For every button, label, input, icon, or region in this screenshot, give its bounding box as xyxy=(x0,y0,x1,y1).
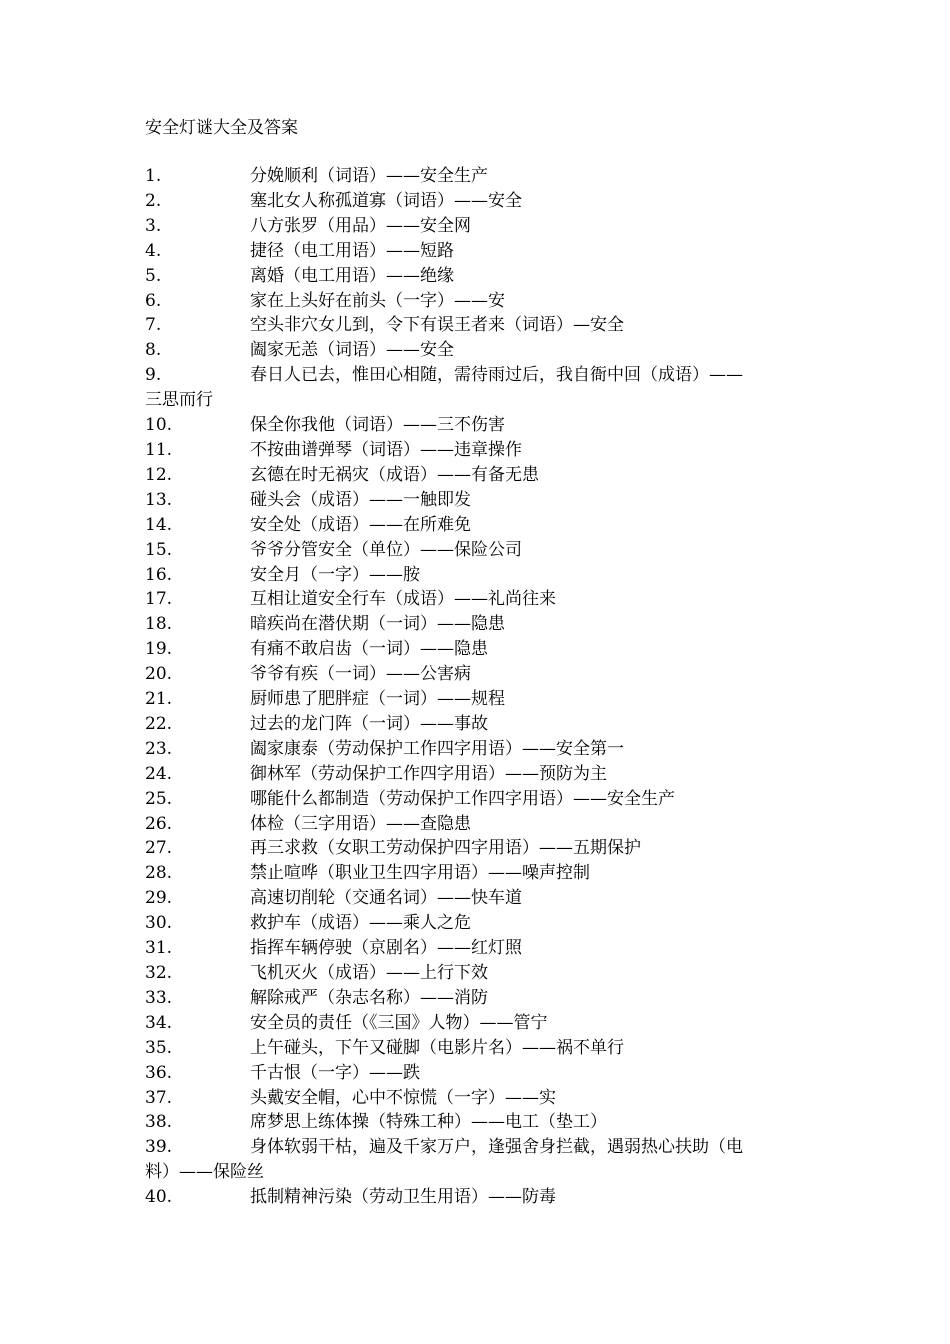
riddle-line xyxy=(145,1011,810,1036)
riddle-number: 5. xyxy=(145,265,162,286)
riddle-text: 爷爷有疾（一词）——公害病 xyxy=(250,664,471,685)
riddle-line xyxy=(145,1086,810,1111)
riddle-text: 春日人已去，惟田心相随，需待雨过后，我自衙中回（成语）—— xyxy=(250,365,743,386)
riddle-item xyxy=(145,712,810,737)
riddle-list xyxy=(145,164,810,1210)
riddle-item xyxy=(145,737,810,762)
riddle-text: 头戴安全帽，心中不惊慌（一字）——实 xyxy=(250,1087,556,1108)
riddle-text: 解除戒严（杂志名称）——消防 xyxy=(250,987,488,1008)
riddle-line xyxy=(145,637,810,662)
riddle-number: 25. xyxy=(145,788,173,809)
riddle-item xyxy=(145,563,810,588)
riddle-continuation: 料）——保险丝 xyxy=(145,1162,264,1183)
riddle-line xyxy=(145,836,810,861)
riddle-text: 捷径（电工用语）——短路 xyxy=(250,240,454,261)
riddle-line xyxy=(145,911,810,936)
riddle-text: 抵制精神污染（劳动卫生用语）——防毒 xyxy=(250,1187,556,1208)
riddle-number: 36. xyxy=(145,1062,173,1083)
riddle-text: 御林军（劳动保护工作四字用语）——预防为主 xyxy=(250,763,607,784)
riddle-line xyxy=(145,687,810,712)
riddle-text: 哪能什么都制造（劳动保护工作四字用语）——安全生产 xyxy=(250,788,675,809)
riddle-item xyxy=(145,538,810,563)
riddle-line xyxy=(145,1036,810,1061)
riddle-item xyxy=(145,812,810,837)
riddle-number: 10. xyxy=(145,415,173,436)
riddle-item xyxy=(145,612,810,637)
riddle-item xyxy=(145,787,810,812)
riddle-number: 32. xyxy=(145,963,173,983)
riddle-line xyxy=(145,538,810,563)
riddle-line xyxy=(145,886,810,911)
riddle-line xyxy=(145,961,810,986)
riddle-text: 再三求救（女职工劳动保护四字用语）——五期保护 xyxy=(250,838,641,859)
riddle-line xyxy=(145,762,810,787)
riddle-number: 9. xyxy=(145,365,162,386)
riddle-line xyxy=(145,812,810,837)
riddle-number: 21. xyxy=(145,689,173,710)
riddle-line xyxy=(145,587,810,612)
riddle-text: 有痛不敢启齿（一词）——隐患 xyxy=(250,639,488,660)
riddle-text: 体检（三字用语）——查隐患 xyxy=(250,813,471,834)
riddle-item xyxy=(145,264,810,289)
riddle-text: 过去的龙门阵（一词）——事故 xyxy=(250,713,488,734)
riddle-item xyxy=(145,189,810,214)
riddle-text: 玄德在时无祸灾（成语）——有备无患 xyxy=(250,464,539,485)
riddle-text: 安全处（成语）——在所难免 xyxy=(250,514,471,535)
riddle-number: 18. xyxy=(145,614,173,635)
riddle-item xyxy=(145,488,810,513)
riddle-text: 互相让道安全行车（成语）——礼尚往来 xyxy=(250,589,556,610)
riddle-number: 39. xyxy=(145,1137,173,1158)
riddle-item xyxy=(145,214,810,239)
riddle-item xyxy=(145,1135,810,1185)
riddle-number: 34. xyxy=(145,1012,173,1033)
riddle-text: 碰头会（成语）——一触即发 xyxy=(250,489,471,510)
riddle-item xyxy=(145,338,810,363)
riddle-number: 8. xyxy=(145,340,162,361)
riddle-number: 40. xyxy=(145,1187,173,1208)
riddle-line xyxy=(145,787,810,812)
riddle-item xyxy=(145,861,810,886)
riddle-number: 30. xyxy=(145,913,173,934)
riddle-number: 28. xyxy=(145,863,173,884)
riddle-number: 4. xyxy=(145,240,162,261)
riddle-line xyxy=(145,861,810,886)
riddle-item xyxy=(145,587,810,612)
riddle-text: 塞北女人称孤道寡（词语）——安全 xyxy=(250,190,522,211)
riddle-text: 厨师患了肥胖症（一词）——规程 xyxy=(250,689,505,710)
riddle-item xyxy=(145,1036,810,1061)
riddle-item xyxy=(145,1185,810,1210)
riddle-line xyxy=(145,1110,810,1135)
riddle-item xyxy=(145,637,810,662)
riddle-line xyxy=(145,189,810,214)
riddle-number: 24. xyxy=(145,763,173,784)
riddle-number: 27. xyxy=(145,838,173,859)
riddle-item xyxy=(145,463,810,488)
riddle-text: 上午碰头，下午又碰脚（电影片名）——祸不单行 xyxy=(250,1037,624,1058)
riddle-item xyxy=(145,513,810,538)
riddle-text: 安全月（一字）——胺 xyxy=(250,564,420,585)
riddle-number: 12. xyxy=(145,464,173,485)
riddle-number: 37. xyxy=(145,1087,173,1108)
riddle-text: 飞机灭火（成语）——上行下效 xyxy=(250,963,488,983)
riddle-number: 16. xyxy=(145,564,173,585)
riddle-line xyxy=(145,164,810,189)
riddle-item xyxy=(145,836,810,861)
riddle-number: 2. xyxy=(145,190,162,211)
riddle-text: 家在上头好在前头（一字）——安 xyxy=(250,290,505,311)
riddle-text: 身体软弱干枯，遍及千家万户，逢强舍身拦截，遇弱热心扶助（电 xyxy=(250,1137,743,1158)
riddle-line xyxy=(145,513,810,538)
riddle-text: 禁止喧哗（职业卫生四字用语）——噪声控制 xyxy=(250,863,590,884)
riddle-text: 爷爷分管安全（单位）——保险公司 xyxy=(250,539,522,560)
riddle-line xyxy=(145,488,810,513)
riddle-line xyxy=(145,662,810,687)
riddle-number: 29. xyxy=(145,888,173,909)
riddle-item xyxy=(145,1011,810,1036)
riddle-number: 22. xyxy=(145,713,173,734)
riddle-line xyxy=(145,264,810,289)
riddle-number: 38. xyxy=(145,1112,173,1133)
riddle-number: 1. xyxy=(145,166,162,186)
riddle-text: 千古恨（一字）——跌 xyxy=(250,1062,420,1083)
riddle-line xyxy=(145,413,810,438)
riddle-item xyxy=(145,662,810,687)
riddle-line xyxy=(145,363,810,388)
riddle-number: 33. xyxy=(145,987,173,1008)
riddle-item xyxy=(145,313,810,338)
document-title: 安全灯谜大全及答案 xyxy=(145,118,298,138)
riddle-item xyxy=(145,239,810,264)
riddle-item xyxy=(145,886,810,911)
riddle-item xyxy=(145,687,810,712)
riddle-line xyxy=(145,438,810,463)
riddle-item xyxy=(145,762,810,787)
riddle-number: 23. xyxy=(145,738,173,759)
riddle-text: 不按曲谱弹琴（词语）——违章操作 xyxy=(250,439,522,460)
riddle-item xyxy=(145,1110,810,1135)
riddle-line xyxy=(145,338,810,363)
riddle-line xyxy=(145,1185,810,1210)
riddle-item xyxy=(145,1061,810,1086)
riddle-number: 6. xyxy=(145,290,162,311)
riddle-text: 安全员的责任（《三国》人物）——管宁 xyxy=(250,1012,548,1033)
riddle-line xyxy=(145,239,810,264)
riddle-text: 指挥车辆停驶（京剧名）——红灯照 xyxy=(250,938,522,959)
riddle-line xyxy=(145,936,810,961)
riddle-line xyxy=(145,563,810,588)
riddle-text: 席梦思上练体操（特殊工种）——电工（垫工） xyxy=(250,1112,607,1133)
riddle-item xyxy=(145,1086,810,1111)
riddle-line xyxy=(145,214,810,239)
riddle-line xyxy=(145,712,810,737)
riddle-number: 17. xyxy=(145,589,173,610)
riddle-line xyxy=(145,986,810,1011)
riddle-item xyxy=(145,164,810,189)
riddle-item xyxy=(145,936,810,961)
riddle-item xyxy=(145,363,810,413)
riddle-number: 31. xyxy=(145,938,173,959)
riddle-item xyxy=(145,961,810,986)
riddle-text: 救护车（成语）——乘人之危 xyxy=(250,913,471,934)
riddle-line xyxy=(145,463,810,488)
riddle-text: 阖家康泰（劳动保护工作四字用语）——安全第一 xyxy=(250,738,624,759)
riddle-number: 11. xyxy=(145,439,173,460)
riddle-number: 14. xyxy=(145,514,173,535)
riddle-text: 暗疾尚在潜伏期（一词）——隐患 xyxy=(250,614,505,635)
riddle-number: 19. xyxy=(145,639,173,660)
riddle-line xyxy=(145,289,810,314)
riddle-line xyxy=(145,313,810,338)
riddle-item xyxy=(145,986,810,1011)
riddle-item xyxy=(145,911,810,936)
riddle-text: 保全你我他（词语）——三不伤害 xyxy=(250,415,505,436)
riddle-item xyxy=(145,289,810,314)
riddle-number: 7. xyxy=(145,315,162,336)
riddle-line xyxy=(145,612,810,637)
riddle-item xyxy=(145,438,810,463)
riddle-line xyxy=(145,737,810,762)
riddle-text: 阖家无恙（词语）——安全 xyxy=(250,340,454,361)
riddle-text: 分娩顺利（词语）——安全生产 xyxy=(250,166,488,186)
riddle-line xyxy=(145,1135,810,1160)
riddle-text: 离婚（电工用语）——绝缘 xyxy=(250,265,454,286)
riddle-line xyxy=(145,1061,810,1086)
riddle-item xyxy=(145,413,810,438)
riddle-number: 20. xyxy=(145,664,173,685)
riddle-text: 空头非穴女儿到，令下有误王者来（词语）—安全 xyxy=(250,315,624,336)
riddle-text: 八方张罗（用品）——安全网 xyxy=(250,215,471,236)
riddle-text: 高速切削轮（交通名词）——快车道 xyxy=(250,888,522,909)
riddle-number: 15. xyxy=(145,539,173,560)
riddle-continuation: 三思而行 xyxy=(145,390,213,411)
riddle-number: 3. xyxy=(145,215,162,236)
riddle-number: 35. xyxy=(145,1037,173,1058)
riddle-number: 26. xyxy=(145,813,173,834)
riddle-number: 13. xyxy=(145,489,173,510)
